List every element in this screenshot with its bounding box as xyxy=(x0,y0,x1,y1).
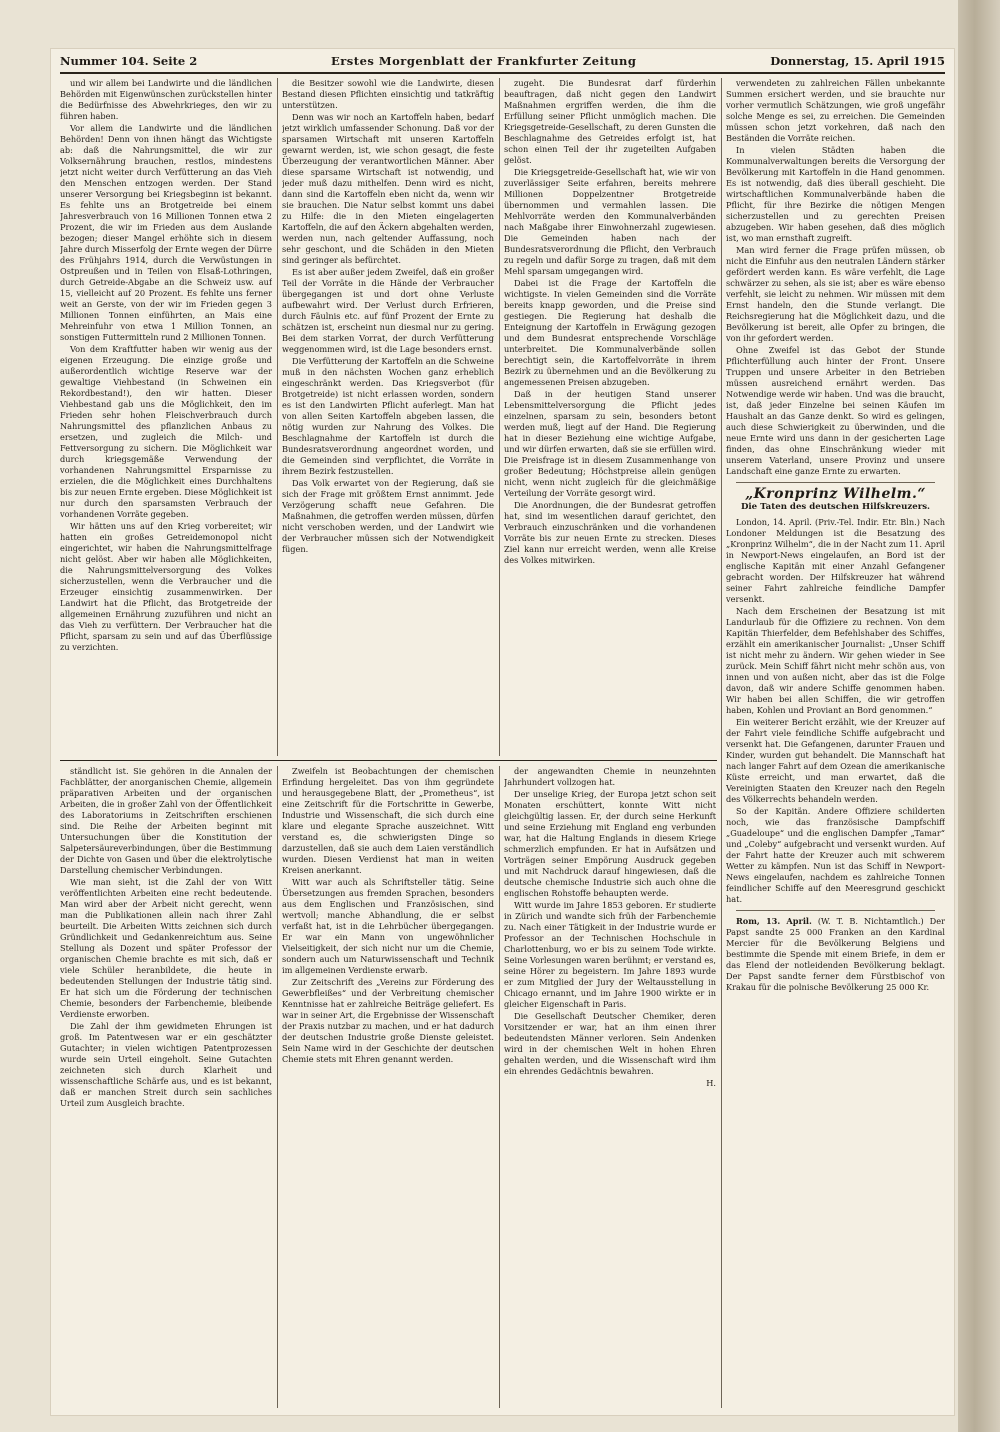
paragraph: Es ist aber außer jedem Zweifel, daß ein großer Teil der Vorräte in die Hände der Verbraucher übergegangen ist und dort ohne Verluste aufbewahrt wird. Der Verlust durch Erfrieren, durch Fäulnis etc. auf fünf Prozent der Ernte zu schätzen ist, erscheint nun diesmal nur zu gering. Bei dem starken Vorrat, der durch Verfütterung weggenommen wird, ist die Lage besonders ernst. xyxy=(282,267,494,354)
paragraph: Dabei ist die Frage der Kartoffeln die wichtigste. In vielen Gemeinden sind die Vorräte bereits knapp geworden, und die Preise sind gestiegen. Die Regierung hat deshalb die Enteignung der Kartoffeln in Erwägung gezogen und dem Bundesrat entsprechende Vorschläge unterbreitet. Die Kommunalverbände sollen berechtigt sein, die Kartoffelvorräte in ihrem Bezirk zu übernehmen und an die Bevölkerung zu angemessenen Preisen abzugeben. xyxy=(504,278,716,387)
paragraph: Die Kriegsgetreide-Gesellschaft hat, wie wir von zuverlässiger Seite erfahren, bereits mehrere Millionen Doppelzentner Brotgetreide übernommen und vermahlen lassen. Die Mehlvorräte werden den Kommunalverbänden nach Maßgabe ihrer Einwohnerzahl zugewiesen. Die Gemeinden haben nach der Bundesratsverordnung die Pflicht, den Verbrauch zu regeln und dafür Sorge zu tragen, daß mit dem Mehl sparsam umgegangen wird. xyxy=(504,167,716,276)
paragraph: Das Volk erwartet von der Regierung, daß sie sich der Frage mit größtem Ernst annimmt. Jede Verzögerung schafft neue Gefahren. Die Maßnahmen, die getroffen werden müssen, dürfen nicht verschoben werden, und der Landwirt wie der Verbraucher müssen sich der Notwendigkeit fügen. xyxy=(282,478,494,554)
issue-page-number: Nummer 104. Seite 2 xyxy=(60,54,198,68)
paragraph: zugeht. Die Bundesrat darf fürderhin beauftragen, daß nicht gegen den Landwirt Maßnahmen ergriffen werden, die ihm die Erfüllung seiner Pflicht unmöglich machen. Die Kriegsgetreide-Gesellschaft, zu deren Gunsten die Beschlagnahme des Getreides erfolgt ist, hat schon einen Teil der ihr zugeteilten Aufgaben gelöst. xyxy=(504,78,716,165)
column-divider xyxy=(499,766,500,1408)
top-column-2 xyxy=(282,78,494,756)
paragraph: Die Gesellschaft Deutscher Chemiker, deren Vorsitzender er war, hat an ihm einen ihrer bedeutendsten Männer verloren. Sein Andenken wird in der chemischen Welt in hohen Ehren gehalten werden, und die Wissenschaft wird ihm ein ehrendes Gedächtnis bewahren. xyxy=(504,1011,716,1076)
paragraph: So der Kapitän. Andere Offiziere schilderten noch, wie das französische Dampfschiff „Guadeloupe“ und die englischen Dampfer „Tamar“ und „Coleby“ aufgebracht und versenkt wurden. Auf der Fahrt hatte der Kreuzer auch mit schwerem Wetter zu kämpfen. Nun ist das Schiff in Newport-News eingelaufen, nachdem es zahlreiche Tonnen feindlicher Schiffe auf den Meeresgrund geschickt hat. xyxy=(726,806,945,904)
page-header xyxy=(60,52,945,70)
paragraph: Von dem Kraftfutter haben wir wenig aus der eigenen Erzeugung. Die einzige große und außerordentlich wichtige Reserve war der gewaltige Viehbestand (in Schweinen ein Rekordbestand!), den wir hatten. Dieser Viehbestand gab uns die Möglichkeit, den im Frieden sehr hohen Fleischverbrauch durch Nahrungsmittel des pflanzlichen Anbaus zu ersetzen, und zugleich die Milch- und Fettversorgung zu sichern. Die Möglichkeit war durch kriegsgemäße Verwendung der vorhandenen Nahrungsmittel Ersparnisse zu erzielen, die die Möglichkeit eines Durchhaltens bis zur neuen Ernte ergeben. Diese Möglichkeit ist nur durch den sparsamsten Verbrauch der vorhandenen Vorräte gegeben. xyxy=(60,344,272,519)
paragraph: Witt war auch als Schriftsteller tätig. Seine Übersetzungen aus fremden Sprachen, besonders aus dem Englischen und Französischen, sind wertvoll; manche Abhandlung, die er selbst verfaßt hat, ist in die Lehrbücher übergegangen. Er war ein Mann von ungewöhnlicher Vielseitigkeit, der sich nicht nur um die Chemie, sondern auch um Naturwissenschaft und Technik im allgemeinen Verdienste erwarb. xyxy=(282,877,494,975)
paragraph: Die Verfütterung der Kartoffeln an die Schweine muß in den nächsten Wochen ganz erheblich eingeschränkt werden. Das Kriegsverbot (für Brotgetreide) ist nicht erlassen worden, sondern es ist den Landwirten Pflicht auferlegt. Man hat von allen Seiten Kartoffeln abgeben lassen, die nötig wurden zur Nahrung des Volkes. Die Beschlagnahme der Kartoffeln ist durch die Bundesratsverordnung angeordnet worden, und die Gemeinden sind verpflichtet, die Vorräte in ihrem Bezirk festzustellen. xyxy=(282,356,494,476)
issue-date: Donnerstag, 15. April 1915 xyxy=(770,54,945,68)
paragraph: die Besitzer sowohl wie die Landwirte, diesen Bestand diesen Pflichten einsichtig und tatkräftig unterstützen. xyxy=(282,78,494,110)
bottom-column-1 xyxy=(60,766,272,1408)
newspaper-masthead: Erstes Morgenblatt der Frankfurter Zeitung xyxy=(330,54,637,68)
article-title: „Kronprinz Wilhelm.“ xyxy=(745,486,926,502)
paragraph: In vielen Städten haben die Kommunalverwaltungen bereits die Versorgung der Bevölkerung mit Kartoffeln in die Hand genommen. Es ist notwendig, daß dies überall geschieht. Die wirtschaftlichen Kommunalverbände haben die Pflicht, für ihre Bezirke die nötigen Mengen sicherzustellen und zu gerechten Preisen abzugeben. Wir haben gesehen, daß dies möglich ist, wo man ernsthaft zugreift. xyxy=(726,145,945,243)
column-divider xyxy=(721,78,722,1408)
paragraph: verwendeten zu zahlreichen Fällen unbekannte Summen ersichert werden, und sie brauchte nur vorher vermutlich Schätzungen, wie groß ungefähr solche Menge es sei, zu erreichen. Die Gemeinden müssen schon jetzt vorkehren, daß nach den Beständen die Vorräte reichen. xyxy=(726,78,945,143)
paragraph: Zweifeln ist Beobachtungen der chemischen Erfindung hergeleitet. Das von ihm gegründete und herausgegebene Blatt, der „Prometheus“, ist eine Zeitschrift für die Fortschritte in Gewerbe, Industrie und Wissenschaft, die sich durch eine klare und elegante Sprache auszeichnet. Witt verstand es, die schwierigsten Dinge so darzustellen, daß sie auch dem Laien verständlich wurden. Diesen Verdienst hat man in weiten Kreisen anerkannt. xyxy=(282,766,494,875)
paragraph: London, 14. April. (Priv.-Tel. Indir. Etr. Bln.) Nach Londoner Meldungen ist die Besatzung des „Kronprinz Wilhelm“, die in der Nacht zum 11. April in Newport-News eingelaufen, an Bord ist der englische Kapitän mit einer Anzahl Gefangener gebracht worden. Der Hilfskreuzer hat während seiner Fahrt zahlreiche feindliche Dampfer versenkt. xyxy=(726,517,945,604)
column-divider xyxy=(277,766,278,1408)
paragraph: Daß in der heutigen Stand unserer Lebensmittelversorgung die Pflicht jedes einzelnen, sparsam zu sein, besonders betont werden muß, liegt auf der Hand. Die Regierung hat in dieser Beziehung eine wichtige Aufgabe, und wir dürfen erwarten, daß sie sie erfüllen wird. Die Preisfrage ist in diesem Zusammenhange von großer Bedeutung; Höchstpreise allein genügen nicht, wenn nicht zugleich für die gleichmäßige Verteilung der Vorräte gesorgt wird. xyxy=(504,389,716,498)
paragraph: Witt wurde im Jahre 1853 geboren. Er studierte in Zürich und wandte sich früh der Farbenchemie zu. Nach einer Tätigkeit in der Industrie wurde er Professor an der Technischen Hochschule in Charlottenburg, wo er bis zu seinem Tode wirkte. Seine Vorlesungen waren berühmt; er verstand es, seine Hörer zu begeistern. Im Jahre 1893 wurde er zum Mitglied der Jury der Weltausstellung in Chicago ernannt, und im Jahre 1900 wirkte er in gleicher Eigenschaft in Paris. xyxy=(504,900,716,1009)
paragraph: ständlicht ist. Sie gehören in die Annalen der Fachblätter, der anorganischen Chemie, allgemein präparativen Arbeiten und der organischen Arbeiten, die in großer Zahl von der Öffentlichkeit des Laboratoriums in Zeitschriften erschienen sind. Die Reihe der Arbeiten beginnt mit Untersuchungen über die Konstitution der Salpetersäureverbindungen, über die Bestimmung der Dichte von Gasen und über die elektrolytische Darstellung chemischer Verbindungen. xyxy=(60,766,272,875)
paragraph: Zur Zeitschrift des „Vereins zur Förderung des Gewerbfleißes“ und der Verbreitung chemischer Kenntnisse hat er zahlreiche Beiträge geliefert. Es war in seiner Art, die Ergebnisse der Wissenschaft der Praxis nutzbar zu machen, und er hat dadurch der deutschen Industrie große Dienste geleistet. Sein Name wird in der Geschichte der deutschen Chemie stets mit Ehren genannt werden. xyxy=(282,977,494,1064)
paragraph: der angewandten Chemie in neunzehnten Jahrhundert vollzogen hat. xyxy=(504,766,716,787)
paragraph: Denn was wir noch an Kartoffeln haben, bedarf jetzt wirklich umfassender Schonung. Daß vor der sparsamen Wirtschaft mit unseren Kartoffeln gewarnt werden, ist, wie schon gesagt, die feste Überzeugung der verantwortlichen Männer. Aber diese sparsame Wirtschaft ist notwendig, und jeder muß dazu mithelfen. Denn wird es nicht, dann sind die Kartoffeln eben nicht da, wenn wir sie brauchen. Die Natur selbst kommt uns dabei zu Hilfe: die in den Mieten eingelagerten Kartoffeln, die auf den Äckern abgehalten werden, werden nun, nach geltender Auffassung, noch sehr geschont, und die Schäden in den Mieten sind geringer als befürchtet. xyxy=(282,112,494,265)
header-rule xyxy=(60,72,945,74)
paragraph: Der unselige Krieg, der Europa jetzt schon seit Monaten erschüttert, konnte Witt nicht gleichgültig lassen. Er, der durch seine Herkunft und seine Erziehung mit England eng verbunden war, hat die Haltung Englands in diesem Kriege schmerzlich empfunden. Er hat in Aufsätzen und Vorträgen seiner Empörung Ausdruck gegeben und mit Nachdruck darauf hingewiesen, daß die deutsche chemische Industrie sich auch ohne die englischen Rohstoffe behaupten werde. xyxy=(504,789,716,898)
article-separator xyxy=(736,482,935,483)
article-separator xyxy=(736,910,935,911)
paragraph: Die Anordnungen, die der Bundesrat getroffen hat, sind im wesentlichen darauf gerichtet, den Verbrauch einzuschränken und die vorhandenen Vorräte bis zur neuen Ernte zu strecken. Dieses Ziel kann nur erreicht werden, wenn alle Kreise des Volkes mitwirken. xyxy=(504,500,716,565)
paragraph: Wir hätten uns auf den Krieg vorbereitet; wir hatten ein großes Getreidemonopol nicht eingerichtet, wir haben die Nahrungsmittelfrage nicht gelöst. Aber wir haben alle Möglichkeiten, die Nahrungsmittelversorgung des Volkes sicherzustellen, wenn die Verbraucher und die Erzeuger einsichtig zusammenwirken. Der Landwirt hat die Pflicht, das Brotgetreide der allgemeinen Ernährung zuzuführen und nicht an das Vieh zu verfüttern. Der Verbraucher hat die Pflicht, sparsam zu sein und auf das Überflüssige zu verzichten. xyxy=(60,521,272,652)
book-binding-edge xyxy=(958,0,1000,1432)
top-column-3 xyxy=(504,78,716,756)
column-divider xyxy=(277,78,278,756)
article-subtitle: Die Taten des deutschen Hilfskreuzers. xyxy=(740,502,931,512)
paragraph: Die Zahl der ihm gewidmeten Ehrungen ist groß. Im Patentwesen war er ein geschätzter Gutachter; in vielen wichtigen Patentprozessen wurde sein Urteil eingeholt. Seine Gutachten zeichneten sich durch Klarheit und wissenschaftliche Schärfe aus, und es ist bekannt, daß er manchen Streit durch sein sachliches Urteil zum Ausgleich brachte. xyxy=(60,1021,272,1108)
news-note xyxy=(726,916,945,993)
note-dateline: Rom, 13. April. xyxy=(736,916,812,926)
paragraph: und wir allem bei Landwirte und die ländlichen Behörden mit Eigenwünschen zurückstellen hinter die Bedürfnisse des Abwehrkrieges, den wir zu führen haben. xyxy=(60,78,272,121)
paragraph: Nach dem Erscheinen der Besatzung ist mit Landurlaub für die Offiziere zu rechnen. Von dem Kapitän Thierfelder, dem Befehlshaber des Schiffes, erzählt ein amerikanischer Journalist: „Unser Schiff ist nicht mehr zu ändern. Wir gehen wieder in See zurück. Mein Schiff fährt nicht mehr schön aus, von innen und von außen nicht, aber das ist die Folge davon, daß wir andere Schiffe genommen haben. Wir haben bei allen Schiffen, die wir getroffen haben, Kohlen und Proviant an Bord genommen.“ xyxy=(726,606,945,715)
bottom-column-2 xyxy=(282,766,494,1408)
article-heading xyxy=(726,486,945,513)
note-text: (W. T. B. Nichtamtlich.) Der Papst sandte 25 000 Franken an den Kardinal Mercier für die Bevölkerung Belgiens und bestimmte die Spende mit einem Briefe, in dem er das Elend der notleidenden Bevölkerung beklagt. Der Papst sandte ferner dem Fürstbischof von Krakau für die polnische Bevölkerung 25 000 Kr. xyxy=(726,916,945,992)
top-column-1 xyxy=(60,78,272,756)
paragraph: Ein weiterer Bericht erzählt, wie der Kreuzer auf der Fahrt viele feindliche Schiffe aufgebracht und versenkt hat. Die Gefangenen, darunter Frauen und Kinder, wurden gut behandelt. Die Mannschaft hat nach langer Fahrt auf dem Ozean die amerikanische Küste erreicht, und man erwartet, daß die Vereinigten Staaten den Kreuzer nach den Regeln des Völkerrechts behandeln werden. xyxy=(726,717,945,804)
paragraph: Vor allem die Landwirte und die ländlichen Behörden! Denn von ihnen hängt das Wichtigste ab: daß die Nahrungsmittel, die wir zur Volksernährung brauchen, restlos, mindestens jetzt nicht weiter durch Verfütterung an das Vieh den Menschen entzogen werden. Der Stand unserer Versorgung bei Kriegsbeginn ist bekannt. Es fehlte uns an Brotgetreide bei einem Jahresverbrauch von 16 Millionen Tonnen etwa 2 Prozent, die wir im Frieden aus dem Auslande bezogen; dieser Mangel erhöhte sich in diesem Jahre durch Misserfolg der Ernte wegen der Dürre des Frühjahrs 1914, durch die Verwüstungen in Ostpreußen und in Teilen von Elsaß-Lothringen, durch Getreide-Abgabe an die Schweiz usw. auf 15, vielleicht auf 20 Prozent. Es fehlte uns ferner weit an Gerste, von der wir im Frieden gegen 3 Millionen Tonnen einführten, an Mais eine Mehreinfuhr von etwa 1 Million Tonnen, an sonstigen Futtermitteln rund 2 Millionen Tonnen. xyxy=(60,123,272,342)
section-rule xyxy=(60,760,717,761)
bottom-column-3 xyxy=(504,766,716,1408)
paragraph: Wie man sieht, ist die Zahl der von Witt veröffentlichten Arbeiten eine recht bedeutende. Man wird aber der Arbeit nicht gerecht, wenn man die Publikationen allein nach ihrer Zahl beurteilt. Die Arbeiten Witts zeichnen sich durch Gründlichkeit und Gedankenreichtum aus. Seine Stellung als Dozent und später Professor der organischen Chemie brachte es mit sich, daß er viele Schüler heranbildete, die heute in bedeutenden Stellungen der Industrie tätig sind. Er hat sich um die Förderung der technischen Chemie, besonders der Farbenchemie, bleibende Verdienste erworben. xyxy=(60,877,272,1019)
author-signature: H. xyxy=(706,1078,716,1088)
column-divider xyxy=(499,78,500,756)
newspaper-page xyxy=(50,48,955,1416)
paragraph: Man wird ferner die Frage prüfen müssen, ob nicht die Einfuhr aus den neutralen Ländern stärker gefördert werden kann. Es wäre verfehlt, die Lage schwärzer zu sehen, als sie ist; aber es wäre ebenso verfehlt, sie leicht zu nehmen. Wir müssen mit dem Ernst handeln, den die Stunde verlangt. Die Reichsregierung hat die Möglichkeit dazu, und die Bevölkerung ist bereit, alle Opfer zu bringen, die von ihr gefordert werden. xyxy=(726,245,945,343)
right-column xyxy=(726,78,945,1408)
paragraph: Ohne Zweifel ist das Gebot der Stunde Pflichterfüllung auch hinter der Front. Unsere Truppen und unsere Arbeiter in den Betrieben müssen ausreichend ernährt werden. Das Notwendige werde wir haben. Und was die braucht, ist, daß jeder Einzelne bei seinen Käufen im Haushalt an das Ganze denkt. So wird es gelingen, auch diese Schwierigkeit zu überwinden, und die neue Ernte wird uns dann in der gesicherten Lage finden, das ohne Einschränkung wieder mit unserem Vaterland, unsere Provinz und unsere Landschaft eine ganze Ernte zu erwarten. xyxy=(726,345,945,476)
